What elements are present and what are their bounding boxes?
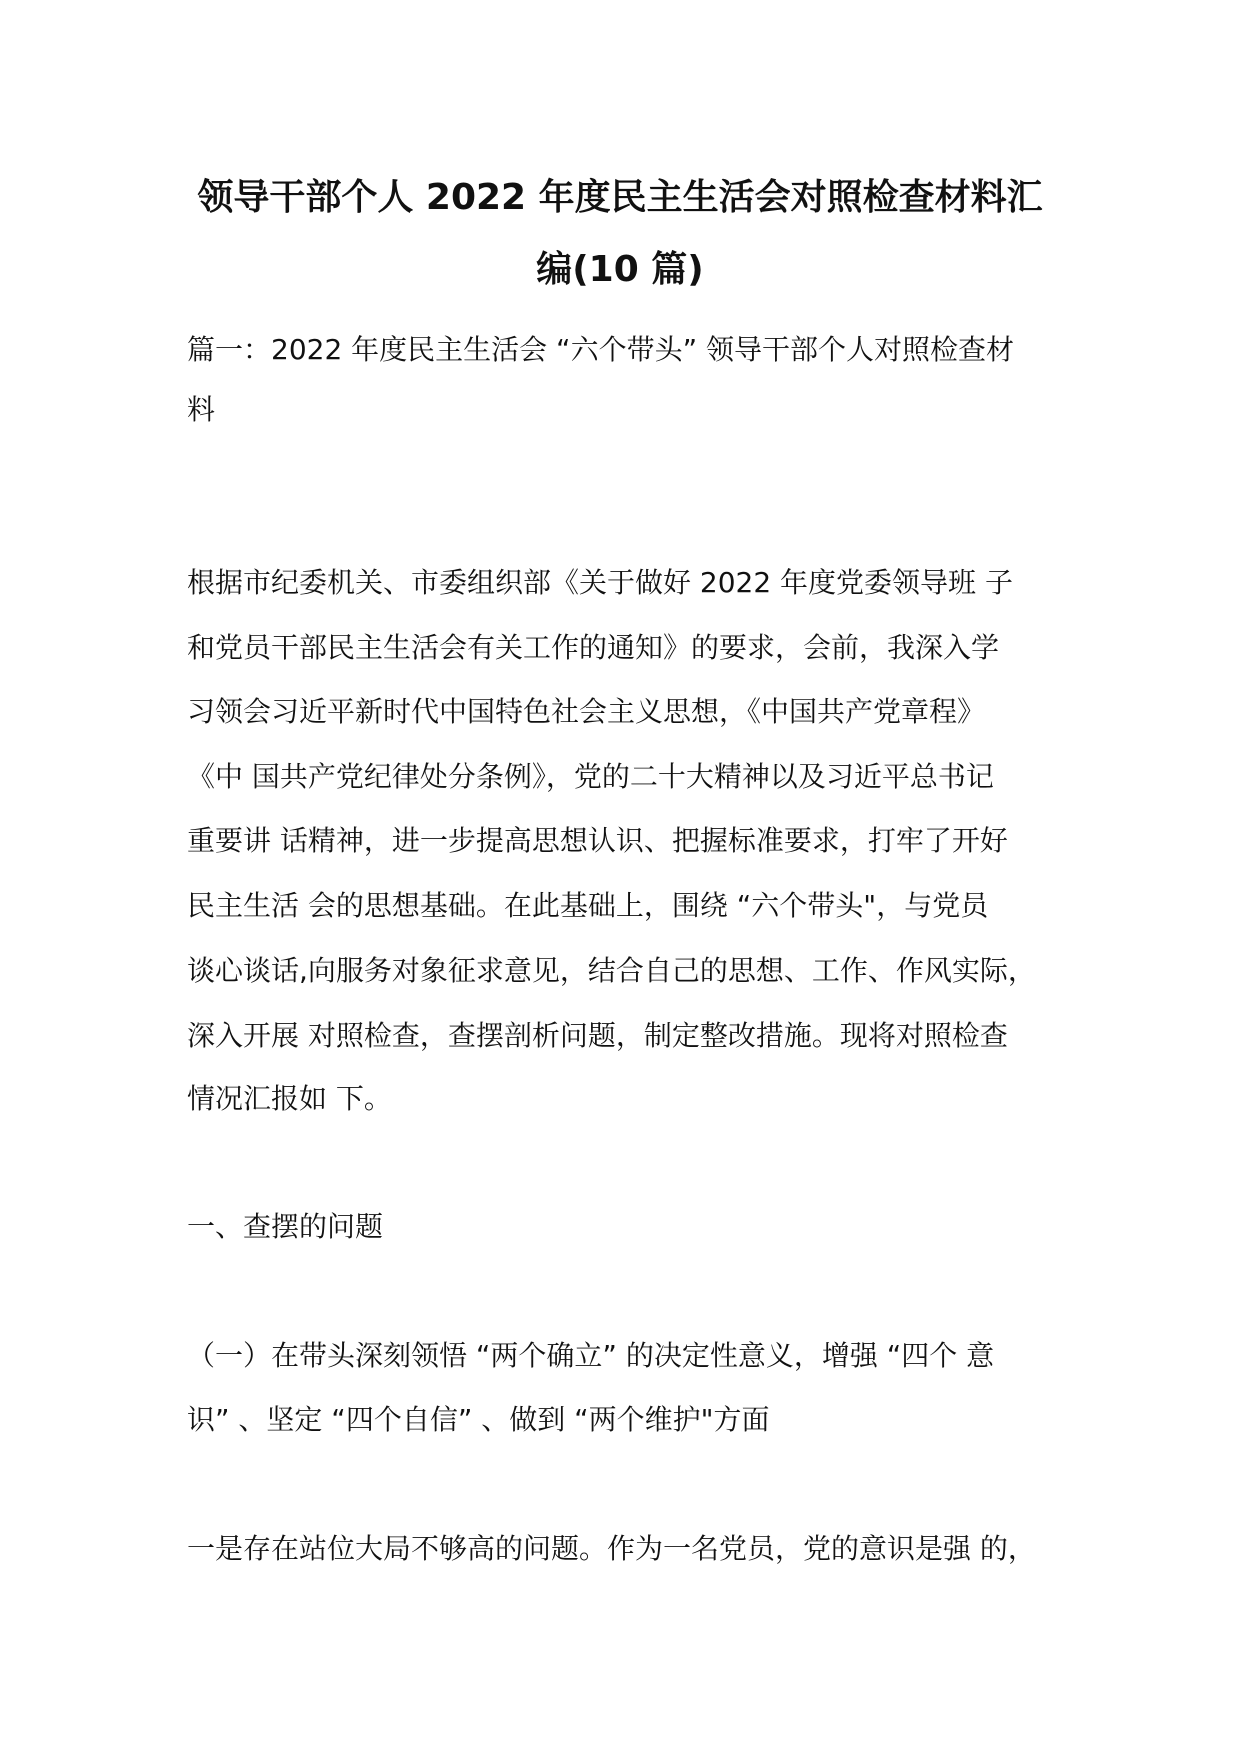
intro-line-3: 习领会习近平新时代中国特色社会主义思想，《中国共产党章程》: [187, 695, 986, 728]
intro-line-9: 情况汇报如 下。: [187, 1082, 392, 1115]
section-title-line-1: 篇一：2022 年度民主生活会 “六个带头” 领导干部个人对照检查材: [187, 333, 1014, 366]
subheading-line-1: （一）在带头深刻领悟 “两个确立” 的决定性意义，增强 “四个 意: [187, 1339, 995, 1372]
intro-line-5: 重要讲 话精神，进一步提高思想认识、把握标准要求，打牢了开好: [187, 824, 1008, 857]
intro-line-2: 和党员干部民主生活会有关工作的通知》的要求，会前，我深入学: [187, 631, 1000, 664]
point-line-1: 一是存在站位大局不够高的问题。作为一名党员，党的意识是强 的，: [187, 1532, 1036, 1565]
intro-line-8: 深入开展 对照检查，查摆剖析问题，制定整改措施。现将对照检查: [187, 1019, 1008, 1052]
document-title-line-1: 领导干部个人 2022 年度民主生活会对照检查材料汇: [197, 177, 1043, 218]
document-title-line-2: 编(10 篇): [536, 249, 704, 290]
intro-line-7: 谈心谈话,向服务对象征求意见，结合自己的思想、工作、作风实际，: [187, 954, 1036, 987]
subheading-line-2: 识” 、坚定 “四个自信” 、做到 “两个维护"方面: [187, 1403, 770, 1436]
document-title: [150, 162, 1090, 306]
intro-line-6: 民主生活 会的思想基础。在此基础上，围绕 “六个带头"，与党员: [187, 889, 989, 922]
intro-line-4: 《中 国共产党纪律处分条例》，党的二十大精神以及习近平总书记: [187, 760, 994, 793]
intro-line-1: 根据市纪委机关、市委组织部《关于做好 2022 年度党委领导班 子: [187, 566, 1013, 599]
section-heading-problems: 一、查摆的问题: [187, 1210, 384, 1243]
section-title-line-2: 料: [187, 393, 216, 426]
